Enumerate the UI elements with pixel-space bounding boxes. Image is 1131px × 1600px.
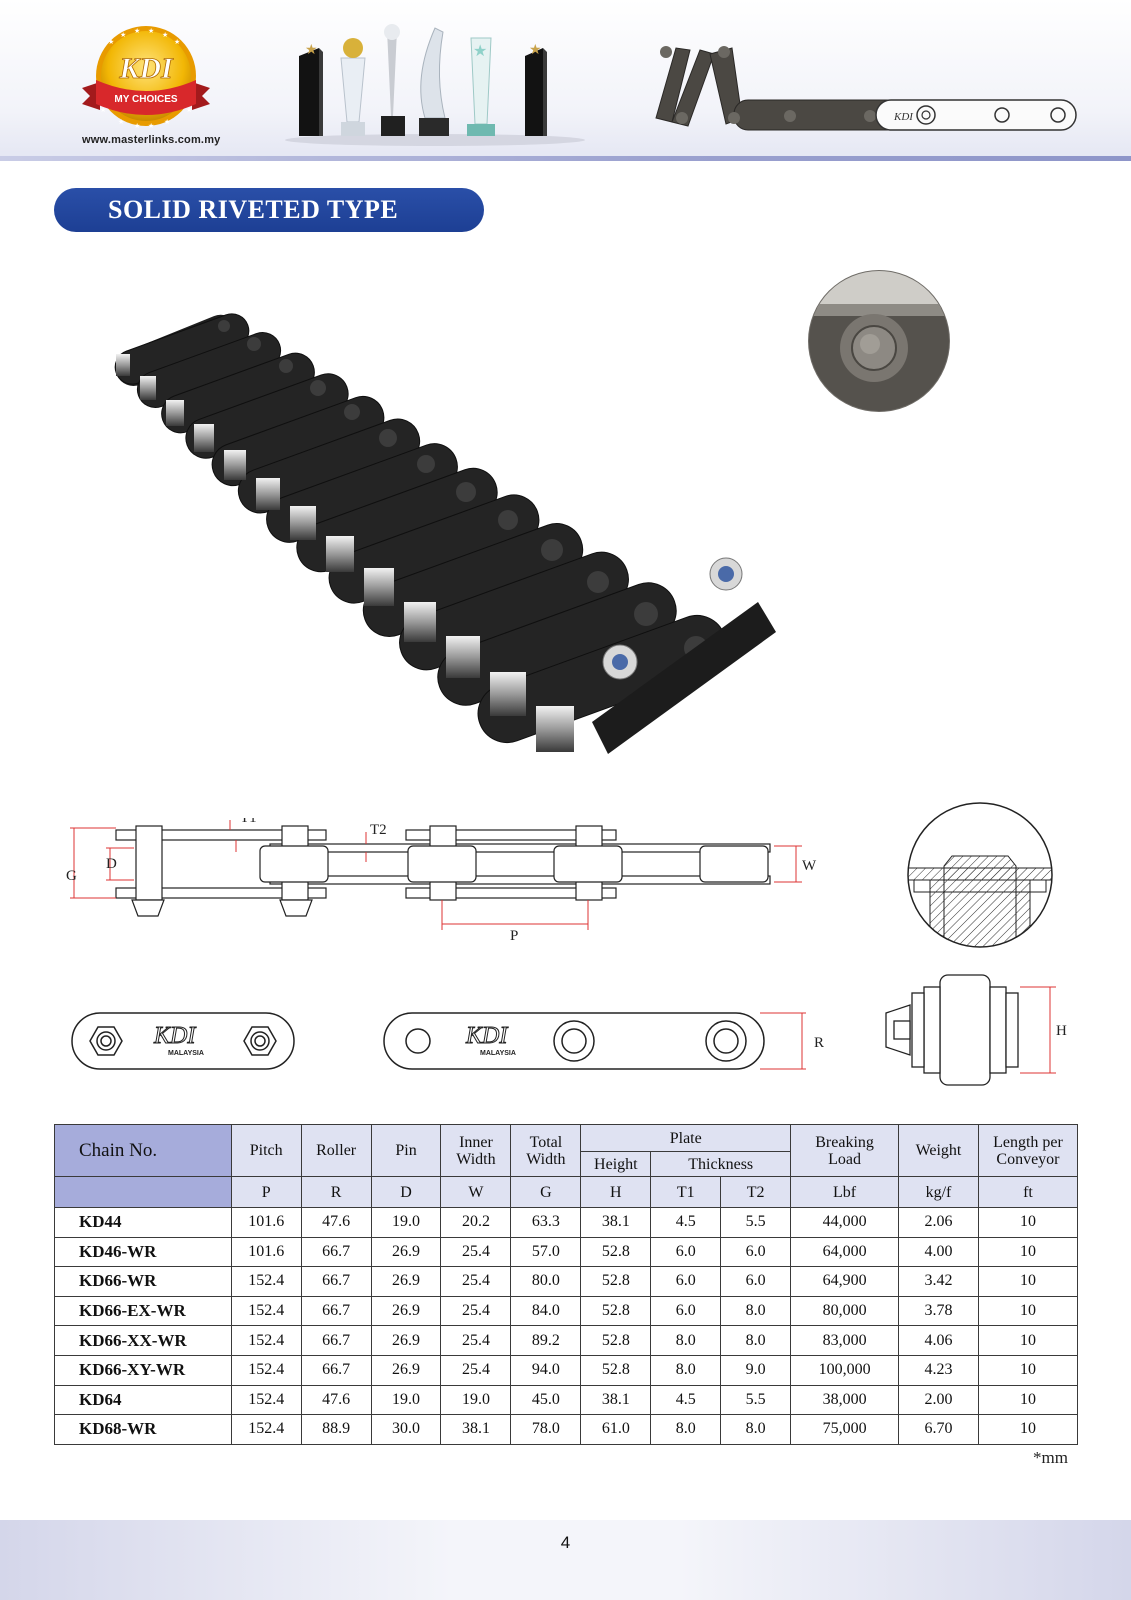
cell-pitch: 101.6 — [231, 1208, 301, 1238]
cell-length: 10 — [978, 1385, 1077, 1415]
label-p: P — [510, 928, 519, 944]
svg-text:★: ★ — [148, 27, 155, 35]
cell-length: 10 — [978, 1208, 1077, 1238]
cell-t1: 6.0 — [651, 1296, 721, 1326]
cell-t2: 8.0 — [721, 1326, 791, 1356]
cell-height: 38.1 — [581, 1385, 651, 1415]
chain-brand-mark: KDI — [894, 111, 913, 123]
svg-text:★: ★ — [100, 106, 107, 114]
label-h: H — [1056, 1023, 1067, 1039]
cell-t1: 8.0 — [651, 1326, 721, 1356]
cell-length: 10 — [978, 1237, 1077, 1267]
cell-breaking-load: 75,000 — [791, 1415, 899, 1445]
svg-text:★: ★ — [473, 43, 488, 60]
label-w: W — [802, 858, 817, 874]
page-footer — [0, 1520, 1131, 1600]
cell-t1: 4.5 — [651, 1385, 721, 1415]
cell-weight: 3.78 — [899, 1296, 979, 1326]
cell-pin: 26.9 — [371, 1267, 441, 1297]
svg-text:★: ★ — [162, 31, 169, 39]
label-d: D — [106, 856, 117, 872]
cell-length: 10 — [978, 1415, 1077, 1445]
trophies-image — [285, 18, 590, 146]
rivet-closeup-photo — [804, 268, 954, 414]
cell-breaking-load: 44,000 — [791, 1208, 899, 1238]
table-row — [55, 1415, 1078, 1445]
cell-t2: 9.0 — [721, 1355, 791, 1385]
cell-t1: 6.0 — [651, 1237, 721, 1267]
cell-weight: 4.00 — [899, 1237, 979, 1267]
table-row — [55, 1208, 1078, 1238]
unit-pitch: P — [231, 1177, 301, 1208]
cell-height: 52.8 — [581, 1267, 651, 1297]
cell-pin: 26.9 — [371, 1296, 441, 1326]
unit-breaking-load: Lbf — [791, 1177, 899, 1208]
cell-pin: 26.9 — [371, 1326, 441, 1356]
label-r: R — [814, 1035, 825, 1051]
header-units-blank — [55, 1177, 232, 1208]
cell-breaking-load: 100,000 — [791, 1355, 899, 1385]
svg-text:★: ★ — [108, 38, 115, 46]
kdi-logo[interactable] — [78, 22, 228, 152]
cell-pin: 30.0 — [371, 1415, 441, 1445]
chain-plate-side-diagram — [70, 995, 830, 1085]
header-plate-thickness: Thickness — [651, 1152, 791, 1177]
unit-roller: R — [301, 1177, 371, 1208]
logo-wordmark: KDI — [119, 52, 173, 85]
chain-product-photo — [108, 292, 796, 782]
cell-height: 52.8 — [581, 1237, 651, 1267]
cell-inner-width: 25.4 — [441, 1237, 511, 1267]
plate-origin-right: MALAYSIA — [480, 1050, 516, 1057]
cell-height: 52.8 — [581, 1355, 651, 1385]
svg-text:★: ★ — [120, 31, 127, 39]
svg-text:★: ★ — [305, 43, 318, 58]
svg-text:★: ★ — [174, 38, 181, 46]
cell-breaking-load: 83,000 — [791, 1326, 899, 1356]
unit-total-width: G — [511, 1177, 581, 1208]
cell-length: 10 — [978, 1326, 1077, 1356]
cell-chain-no: KD64 — [55, 1385, 232, 1415]
header-roller: Roller — [301, 1125, 371, 1177]
header-chain-image — [650, 38, 1085, 148]
cell-length: 10 — [978, 1355, 1077, 1385]
roller-side-diagram — [880, 965, 1080, 1095]
cell-chain-no: KD66-EX-WR — [55, 1296, 232, 1326]
unit-inner-width: W — [441, 1177, 511, 1208]
cell-breaking-load: 80,000 — [791, 1296, 899, 1326]
cell-inner-width: 20.2 — [441, 1208, 511, 1238]
table-row — [55, 1237, 1078, 1267]
cell-total-width: 94.0 — [511, 1355, 581, 1385]
cell-inner-width: 25.4 — [441, 1326, 511, 1356]
cell-pitch: 101.6 — [231, 1237, 301, 1267]
cell-pin: 19.0 — [371, 1385, 441, 1415]
header-chain-no: Chain No. — [55, 1125, 232, 1177]
header-weight: Weight — [899, 1125, 979, 1177]
cell-pin: 26.9 — [371, 1355, 441, 1385]
cell-breaking-load: 64,000 — [791, 1237, 899, 1267]
unit-pin: D — [371, 1177, 441, 1208]
unit-t1: T1 — [651, 1177, 721, 1208]
svg-text:★: ★ — [148, 122, 155, 130]
rivet-section-diagram — [900, 800, 1060, 950]
cell-roller: 66.7 — [301, 1326, 371, 1356]
unit-note: *mm — [1033, 1448, 1068, 1467]
label-t1: T1 — [240, 818, 257, 826]
unit-weight: kg/f — [899, 1177, 979, 1208]
cell-weight: 4.06 — [899, 1326, 979, 1356]
unit-length: ft — [978, 1177, 1077, 1208]
cell-pitch: 152.4 — [231, 1267, 301, 1297]
cell-weight: 2.06 — [899, 1208, 979, 1238]
cell-pitch: 152.4 — [231, 1296, 301, 1326]
header-inner-width: Inner Width — [441, 1125, 511, 1177]
cell-pin: 19.0 — [371, 1208, 441, 1238]
cell-weight: 3.42 — [899, 1267, 979, 1297]
plate-origin-left: MALAYSIA — [168, 1050, 204, 1057]
cell-length: 10 — [978, 1296, 1077, 1326]
cell-t2: 8.0 — [721, 1296, 791, 1326]
svg-text:★: ★ — [186, 106, 193, 114]
cell-t1: 4.5 — [651, 1208, 721, 1238]
header-pitch: Pitch — [231, 1125, 301, 1177]
table-row — [55, 1326, 1078, 1356]
svg-text:★: ★ — [134, 122, 141, 130]
header-length-per-conveyor: Length per Conveyor — [978, 1125, 1077, 1177]
cell-inner-width: 25.4 — [441, 1267, 511, 1297]
cell-t2: 5.5 — [721, 1385, 791, 1415]
cell-chain-no: KD68-WR — [55, 1415, 232, 1445]
cell-t2: 6.0 — [721, 1267, 791, 1297]
cell-breaking-load: 64,900 — [791, 1267, 899, 1297]
cell-t2: 6.0 — [721, 1237, 791, 1267]
plate-brand-left: KDI — [154, 1023, 196, 1049]
cell-t1: 8.0 — [651, 1355, 721, 1385]
cell-total-width: 78.0 — [511, 1415, 581, 1445]
cell-roller: 66.7 — [301, 1267, 371, 1297]
cell-pitch: 152.4 — [231, 1385, 301, 1415]
cell-total-width: 89.2 — [511, 1326, 581, 1356]
cell-inner-width: 25.4 — [441, 1296, 511, 1326]
cell-height: 38.1 — [581, 1208, 651, 1238]
cell-chain-no: KD44 — [55, 1208, 232, 1238]
cell-pitch: 152.4 — [231, 1415, 301, 1445]
unit-t2: T2 — [721, 1177, 791, 1208]
cell-total-width: 80.0 — [511, 1267, 581, 1297]
chain-top-view-diagram — [60, 818, 830, 953]
unit-height: H — [581, 1177, 651, 1208]
cell-breaking-load: 38,000 — [791, 1385, 899, 1415]
cell-pitch: 152.4 — [231, 1355, 301, 1385]
label-g: G — [66, 868, 77, 884]
table-row — [55, 1355, 1078, 1385]
cell-inner-width: 25.4 — [441, 1355, 511, 1385]
cell-total-width: 57.0 — [511, 1237, 581, 1267]
cell-t1: 6.0 — [651, 1267, 721, 1297]
header-plate-height: Height — [581, 1152, 651, 1177]
page-number: 4 — [560, 1533, 571, 1552]
cell-total-width: 45.0 — [511, 1385, 581, 1415]
cell-height: 61.0 — [581, 1415, 651, 1445]
cell-inner-width: 19.0 — [441, 1385, 511, 1415]
cell-pin: 26.9 — [371, 1237, 441, 1267]
logo-tagline: MY CHOICES — [114, 94, 178, 105]
svg-text:★: ★ — [134, 27, 141, 35]
header-pin: Pin — [371, 1125, 441, 1177]
header-breaking-load: Breaking Load — [791, 1125, 899, 1177]
cell-chain-no: KD46-WR — [55, 1237, 232, 1267]
cell-total-width: 84.0 — [511, 1296, 581, 1326]
cell-roller: 66.7 — [301, 1296, 371, 1326]
cell-chain-no: KD66-XX-WR — [55, 1326, 232, 1356]
cell-roller: 88.9 — [301, 1415, 371, 1445]
header-rule — [0, 156, 1131, 161]
cell-weight: 2.00 — [899, 1385, 979, 1415]
table-row — [55, 1385, 1078, 1415]
cell-length: 10 — [978, 1267, 1077, 1297]
label-t2: T2 — [370, 822, 387, 838]
cell-weight: 6.70 — [899, 1415, 979, 1445]
cell-roller: 47.6 — [301, 1385, 371, 1415]
cell-roller: 66.7 — [301, 1237, 371, 1267]
website-url[interactable]: www.masterlinks.com.my — [82, 134, 221, 146]
cell-chain-no: KD66-XY-WR — [55, 1355, 232, 1385]
cell-roller: 47.6 — [301, 1208, 371, 1238]
cell-t2: 5.5 — [721, 1208, 791, 1238]
header-plate-group: Plate — [581, 1125, 791, 1152]
header-total-width: Total Width — [511, 1125, 581, 1177]
cell-total-width: 63.3 — [511, 1208, 581, 1238]
chain-spec-table — [54, 1124, 1078, 1445]
svg-text:★: ★ — [118, 118, 125, 126]
cell-height: 52.8 — [581, 1326, 651, 1356]
plate-brand-right: KDI — [466, 1023, 508, 1049]
cell-weight: 4.23 — [899, 1355, 979, 1385]
cell-height: 52.8 — [581, 1296, 651, 1326]
table-row — [55, 1296, 1078, 1326]
cell-inner-width: 38.1 — [441, 1415, 511, 1445]
cell-pitch: 152.4 — [231, 1326, 301, 1356]
section-title: SOLID RIVETED TYPE — [54, 188, 484, 232]
cell-chain-no: KD66-WR — [55, 1267, 232, 1297]
table-row — [55, 1267, 1078, 1297]
cell-roller: 66.7 — [301, 1355, 371, 1385]
svg-text:★: ★ — [164, 118, 171, 126]
svg-text:★: ★ — [529, 43, 542, 58]
cell-t1: 8.0 — [651, 1415, 721, 1445]
cell-t2: 8.0 — [721, 1415, 791, 1445]
